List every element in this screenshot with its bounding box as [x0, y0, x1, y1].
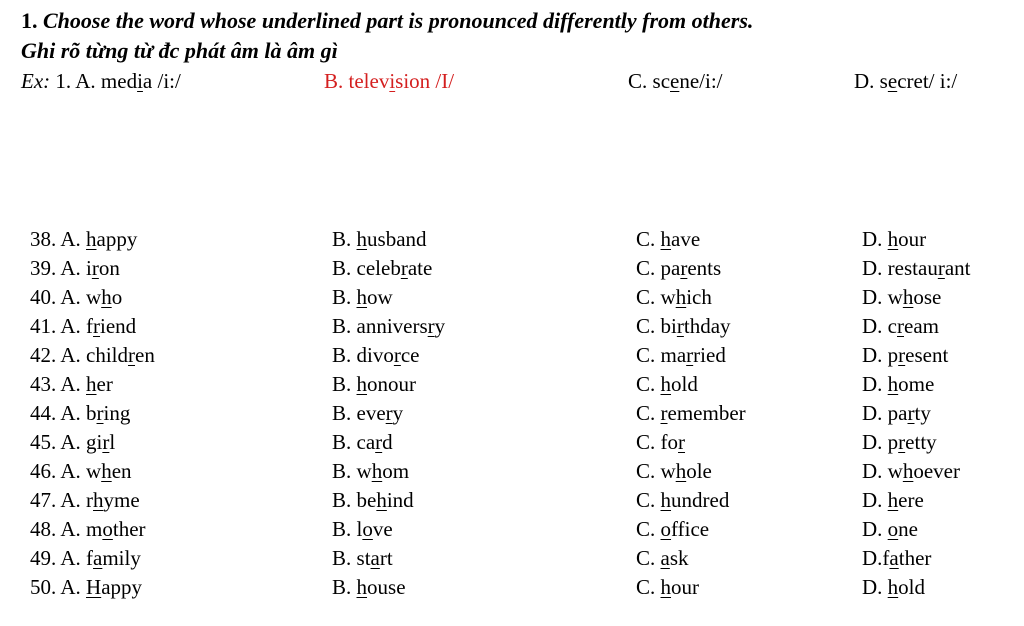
- word-after: usband: [367, 227, 427, 251]
- option-letter: B.: [332, 401, 352, 425]
- underlined-part: o: [660, 517, 672, 541]
- word-after: ried: [693, 343, 726, 367]
- word-before: ca: [356, 430, 376, 454]
- option-c: [636, 254, 721, 283]
- option-d: [862, 370, 934, 399]
- word-before: w: [660, 459, 676, 483]
- question-number: 49.: [30, 546, 57, 570]
- underlined-part: h: [887, 575, 899, 599]
- option-letter: C.: [636, 488, 656, 512]
- word-before: child: [86, 343, 129, 367]
- underlined-part: h: [675, 285, 687, 309]
- option-b: [332, 573, 406, 602]
- word-before: f: [86, 314, 94, 338]
- option-letter: A.: [60, 285, 81, 309]
- option-d: [862, 225, 926, 254]
- option-a: [30, 544, 141, 573]
- word-after: er: [96, 372, 113, 396]
- example-option-d: D. secret/ i:/: [854, 69, 958, 93]
- option-letter: D.: [862, 546, 883, 570]
- underlined-part: r: [91, 256, 99, 280]
- option-letter: B.: [332, 575, 352, 599]
- question-list: [0, 225, 1024, 602]
- option-c: [636, 225, 700, 254]
- question-number: 48.: [30, 517, 57, 541]
- word-after: onour: [367, 372, 417, 396]
- option-b: [332, 515, 393, 544]
- word-after: ther: [898, 546, 932, 570]
- underlined-part: h: [660, 372, 672, 396]
- question-row: [0, 486, 1024, 515]
- instruction-text: Choose the word whose underlined part is pronounced differently from others.: [43, 8, 754, 33]
- option-a: [30, 312, 136, 341]
- option-letter: B.: [332, 430, 352, 454]
- underlined-part: h: [376, 488, 387, 512]
- option-letter: A.: [60, 546, 81, 570]
- question-row: [0, 573, 1024, 602]
- word-before: w: [887, 285, 903, 309]
- option-c: [636, 573, 699, 602]
- option-a: [30, 457, 132, 486]
- option-letter: B.: [332, 256, 352, 280]
- option-letter: B.: [332, 546, 352, 570]
- underlined-part: r: [686, 343, 694, 367]
- word-before: bi: [660, 314, 677, 338]
- option-d: [862, 254, 970, 283]
- word-before: c: [887, 314, 897, 338]
- instruction-number: 1.: [21, 8, 38, 33]
- word-before: r: [86, 488, 94, 512]
- question-number: 38.: [30, 227, 57, 251]
- option-letter: B.: [332, 227, 352, 251]
- word-after: ere: [898, 488, 924, 512]
- option-d: [862, 428, 937, 457]
- word-after: iend: [100, 314, 137, 338]
- underlined-part: r: [400, 256, 408, 280]
- option-letter: B.: [332, 314, 352, 338]
- question-row: [0, 225, 1024, 254]
- question-number: 44.: [30, 401, 57, 425]
- option-letter: A.: [60, 256, 81, 280]
- word-after: y: [434, 314, 446, 338]
- option-b: [332, 486, 414, 515]
- word-after: thday: [683, 314, 731, 338]
- option-c: [636, 312, 731, 341]
- option-a: [30, 225, 137, 254]
- option-letter: B.: [332, 517, 352, 541]
- option-a: [30, 283, 122, 312]
- example-option-c: C. scene/i:/: [628, 69, 723, 93]
- underlined-part: r: [93, 314, 101, 338]
- underlined-part: h: [371, 459, 383, 483]
- word-after: en: [111, 459, 132, 483]
- word-after: ty: [914, 401, 931, 425]
- option-c: [636, 370, 698, 399]
- question-row: [0, 515, 1024, 544]
- question-row: [0, 254, 1024, 283]
- question-number: 45.: [30, 430, 57, 454]
- word-after: ome: [898, 372, 935, 396]
- question-row: [0, 544, 1024, 573]
- option-c: [636, 428, 685, 457]
- underlined-part: h: [356, 285, 368, 309]
- word-after: ind: [386, 488, 414, 512]
- option-d: [862, 399, 931, 428]
- question-row: [0, 341, 1024, 370]
- question-number: 47.: [30, 488, 57, 512]
- question-number: 43.: [30, 372, 57, 396]
- option-letter: D.: [862, 285, 883, 309]
- option-letter: A.: [60, 227, 81, 251]
- word-before: eve: [356, 401, 386, 425]
- underlined-part: h: [660, 227, 672, 251]
- option-letter: C.: [636, 401, 656, 425]
- word-before: gi: [86, 430, 103, 454]
- question-row: [0, 312, 1024, 341]
- example-row: [21, 68, 1011, 94]
- word-before: pa: [887, 401, 908, 425]
- word-after: ose: [913, 285, 942, 309]
- underlined-part: h: [356, 575, 368, 599]
- option-d: [862, 312, 939, 341]
- option-b: [332, 544, 393, 573]
- example-option-b: B. television /I/: [324, 69, 455, 93]
- word-after: mily: [102, 546, 141, 570]
- option-b: [332, 370, 416, 399]
- word-after: om: [382, 459, 410, 483]
- word-after: ing: [103, 401, 131, 425]
- word-after: yme: [103, 488, 140, 512]
- option-letter: D.: [862, 401, 883, 425]
- option-letter: C.: [636, 430, 656, 454]
- option-letter: C.: [636, 343, 656, 367]
- option-letter: D.: [862, 314, 883, 338]
- word-after: appy: [101, 575, 143, 599]
- option-d: [862, 573, 925, 602]
- option-letter: C.: [636, 314, 656, 338]
- option-letter: C.: [636, 517, 656, 541]
- word-after: ich: [686, 285, 712, 309]
- word-after: ne: [898, 517, 918, 541]
- option-b: [332, 254, 432, 283]
- option-letter: C.: [636, 285, 656, 309]
- question-number: 41.: [30, 314, 57, 338]
- option-b: [332, 399, 403, 428]
- option-b: [332, 457, 409, 486]
- underlined-part: h: [101, 285, 112, 309]
- option-c: [636, 283, 712, 312]
- underlined-part: r: [678, 430, 686, 454]
- question-row: [0, 370, 1024, 399]
- word-after: y: [392, 401, 404, 425]
- underlined-part: r: [898, 430, 906, 454]
- word-after: esent: [905, 343, 949, 367]
- option-letter: A.: [60, 430, 81, 454]
- underlined-part: h: [356, 227, 368, 251]
- option-letter: A.: [60, 517, 81, 541]
- option-letter: C.: [636, 256, 656, 280]
- question-number: 46.: [30, 459, 57, 483]
- option-letter: B.: [332, 285, 352, 309]
- option-a: [30, 486, 140, 515]
- option-b: [332, 341, 420, 370]
- question-row: [0, 399, 1024, 428]
- option-c: [636, 544, 689, 573]
- underlined-part: r: [907, 401, 915, 425]
- word-before: ma: [660, 343, 687, 367]
- cropped-heading: [430, 0, 660, 4]
- underlined-part: h: [86, 227, 97, 251]
- option-d: [862, 283, 941, 312]
- option-letter: D.: [862, 517, 883, 541]
- word-before: restau: [887, 256, 938, 280]
- option-letter: C.: [636, 575, 656, 599]
- word-before: m: [86, 517, 103, 541]
- word-before: be: [356, 488, 377, 512]
- question-row: [0, 283, 1024, 312]
- word-after: ate: [407, 256, 433, 280]
- option-c: [636, 515, 709, 544]
- word-after: appy: [96, 227, 138, 251]
- question-number: 39.: [30, 256, 57, 280]
- option-letter: D.: [862, 575, 883, 599]
- underlined-part: h: [902, 285, 914, 309]
- underlined-part: h: [887, 372, 899, 396]
- option-letter: A.: [60, 343, 81, 367]
- option-letter: C.: [636, 546, 656, 570]
- word-after: etty: [905, 430, 937, 454]
- word-after: oever: [913, 459, 960, 483]
- word-before: w: [86, 459, 102, 483]
- underlined-part: o: [362, 517, 373, 541]
- option-a: [30, 399, 130, 428]
- option-a: [30, 428, 115, 457]
- option-letter: D.: [862, 430, 883, 454]
- word-after: ant: [944, 256, 971, 280]
- option-letter: D.: [862, 343, 883, 367]
- underlined-part: r: [385, 401, 393, 425]
- option-c: [636, 341, 726, 370]
- underlined-part: r: [427, 314, 435, 338]
- underlined-part: o: [887, 517, 899, 541]
- option-d: [862, 515, 918, 544]
- word-after: ther: [112, 517, 146, 541]
- underlined-part: a: [889, 546, 899, 570]
- word-before: st: [356, 546, 371, 570]
- option-c: [636, 486, 729, 515]
- option-a: [30, 515, 146, 544]
- question-row: [0, 457, 1024, 486]
- word-before: celeb: [356, 256, 401, 280]
- option-b: [332, 428, 393, 457]
- example-lead: [21, 68, 181, 94]
- option-d: [862, 457, 960, 486]
- word-after: emember: [667, 401, 746, 425]
- example-number: 1.: [55, 69, 72, 93]
- underlined-part: h: [101, 459, 112, 483]
- word-before: l: [356, 517, 363, 541]
- underlined-part: H: [86, 575, 102, 599]
- option-letter: D.: [862, 372, 883, 396]
- instruction-subtext: Ghi rõ từng từ đc phát âm là âm gì: [21, 38, 338, 63]
- option-letter: B.: [332, 459, 352, 483]
- underlined-part: h: [660, 488, 672, 512]
- underlined-part: r: [375, 430, 383, 454]
- option-letter: A.: [60, 401, 81, 425]
- option-b: [332, 312, 445, 341]
- word-before: b: [86, 401, 97, 425]
- word-before: w: [86, 285, 102, 309]
- underlined-part: h: [887, 488, 899, 512]
- option-letter: C.: [636, 459, 656, 483]
- option-letter: D.: [862, 488, 883, 512]
- option-letter: D.: [862, 227, 883, 251]
- underlined-part: h: [887, 227, 899, 251]
- option-letter: B.: [332, 488, 352, 512]
- option-letter: A.: [60, 488, 81, 512]
- underlined-part: r: [96, 401, 104, 425]
- word-after: undred: [671, 488, 730, 512]
- option-letter: A.: [60, 459, 81, 483]
- underlined-part: r: [102, 430, 110, 454]
- question-number: 42.: [30, 343, 57, 367]
- option-a: [30, 254, 120, 283]
- underlined-part: r: [898, 343, 906, 367]
- word-after: ave: [671, 227, 701, 251]
- word-before: w: [887, 459, 903, 483]
- question-number: 50.: [30, 575, 57, 599]
- word-after: old: [671, 372, 698, 396]
- word-after: l: [109, 430, 116, 454]
- option-a: [30, 573, 142, 602]
- option-letter: B.: [332, 343, 352, 367]
- underlined-part: r: [676, 314, 684, 338]
- option-letter: D.: [862, 459, 883, 483]
- word-before: p: [887, 430, 899, 454]
- word-after: our: [671, 575, 700, 599]
- word-before: annivers: [356, 314, 428, 338]
- option-a: [30, 370, 113, 399]
- option-letter: C.: [636, 372, 656, 396]
- word-after: o: [111, 285, 123, 309]
- underlined-part: h: [660, 575, 672, 599]
- underlined-part: h: [93, 488, 104, 512]
- example-option-a: A. media /i:/: [75, 69, 181, 93]
- word-after: en: [135, 343, 155, 367]
- word-after: rt: [379, 546, 393, 570]
- option-c: [636, 399, 746, 428]
- word-before: w: [356, 459, 372, 483]
- word-after: sk: [669, 546, 689, 570]
- word-after: ouse: [367, 575, 406, 599]
- word-before: fo: [660, 430, 679, 454]
- option-letter: A.: [60, 314, 81, 338]
- word-after: d: [382, 430, 393, 454]
- underlined-part: h: [902, 459, 914, 483]
- word-after: on: [98, 256, 120, 280]
- underlined-part: r: [393, 343, 401, 367]
- underlined-part: r: [128, 343, 136, 367]
- underlined-part: r: [937, 256, 945, 280]
- option-d: [862, 341, 948, 370]
- option-b: [332, 225, 427, 254]
- underlined-part: a: [370, 546, 380, 570]
- word-before: f: [86, 546, 94, 570]
- option-d: [862, 486, 924, 515]
- word-before: i: [86, 256, 92, 280]
- example-label: Ex:: [21, 69, 51, 93]
- option-b: [332, 283, 393, 312]
- option-c: [636, 457, 712, 486]
- word-after: ce: [400, 343, 420, 367]
- word-after: old: [898, 575, 926, 599]
- word-before: f: [882, 546, 890, 570]
- underlined-part: h: [356, 372, 368, 396]
- underlined-part: a: [93, 546, 103, 570]
- underlined-part: o: [102, 517, 113, 541]
- word-before: p: [887, 343, 899, 367]
- underlined-part: a: [660, 546, 670, 570]
- word-before: w: [660, 285, 676, 309]
- word-before: divo: [356, 343, 394, 367]
- option-letter: A.: [60, 372, 81, 396]
- word-after: ve: [372, 517, 393, 541]
- option-d: [862, 544, 931, 573]
- underlined-part: h: [86, 372, 97, 396]
- word-after: ole: [686, 459, 712, 483]
- option-a: [30, 341, 155, 370]
- underlined-part: r: [660, 401, 668, 425]
- word-after: our: [898, 227, 927, 251]
- word-after: ffice: [671, 517, 710, 541]
- question-number: 40.: [30, 285, 57, 309]
- instruction-line: [21, 8, 753, 34]
- question-row: [0, 428, 1024, 457]
- word-after: ents: [687, 256, 722, 280]
- option-letter: C.: [636, 227, 656, 251]
- option-letter: B.: [332, 372, 352, 396]
- word-after: ow: [367, 285, 393, 309]
- underlined-part: r: [680, 256, 688, 280]
- option-letter: D.: [862, 256, 883, 280]
- underlined-part: r: [897, 314, 904, 338]
- word-before: pa: [660, 256, 681, 280]
- underlined-part: h: [675, 459, 687, 483]
- word-after: eam: [904, 314, 939, 338]
- option-letter: A.: [60, 575, 81, 599]
